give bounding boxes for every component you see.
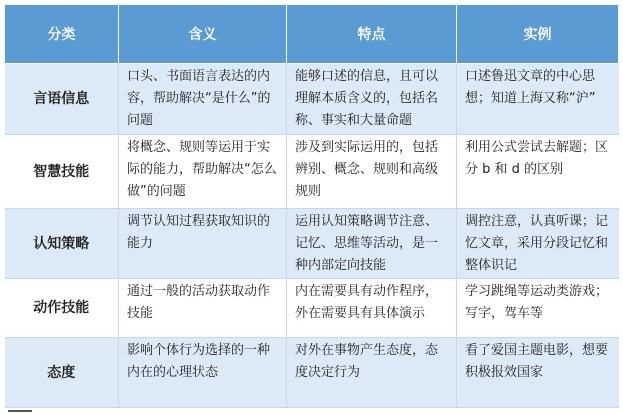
meaning-cell: 口头、书面语言表达的内容，帮助解决“是什么”的问题 xyxy=(119,64,287,135)
example-cell: 口述鲁迅文章的中心思想；知道上海又称“沪” xyxy=(457,64,619,135)
category-cell: 言语信息 xyxy=(5,64,119,135)
meaning-cell: 影响个体行为选择的一种内在的心理状态 xyxy=(119,338,287,408)
meaning-cell: 将概念、规则等运用于实际的能力，帮助解决“怎么做”的问题 xyxy=(119,135,287,209)
category-cell: 态度 xyxy=(5,338,119,408)
category-cell: 动作技能 xyxy=(5,279,119,338)
table-row xyxy=(5,279,619,338)
header-feature: 特点 xyxy=(287,5,457,64)
category-cell: 认知策略 xyxy=(5,209,119,279)
header-meaning: 含义 xyxy=(119,5,287,64)
example-cell: 看了爱国主题电影，想要积极报效国家 xyxy=(457,338,619,408)
info-table xyxy=(4,4,619,408)
table-row xyxy=(5,209,619,279)
example-cell: 调控注意，认真听课；记忆文章，采用分段记忆和整体识记 xyxy=(457,209,619,279)
header-category: 分类 xyxy=(5,5,119,64)
header-row xyxy=(5,5,619,64)
header-example: 实例 xyxy=(457,5,619,64)
example-cell: 利用公式尝试去解题；区分 b 和 d 的区别 xyxy=(457,135,619,209)
table-row xyxy=(5,338,619,408)
category-cell: 智慧技能 xyxy=(5,135,119,209)
example-cell: 学习跳绳等运动类游戏；写字，驾车等 xyxy=(457,279,619,338)
meaning-cell: 通过一般的活动获取动作技能 xyxy=(119,279,287,338)
table-row xyxy=(5,64,619,135)
feature-cell: 内在需要具有动作程序，外在需要具有具体演示 xyxy=(287,279,457,338)
table-row xyxy=(5,135,619,209)
feature-cell: 涉及到实际运用的，包括辨别、概念、规则和高级规则 xyxy=(287,135,457,209)
feature-cell: 运用认知策略调节注意、记忆、思维等活动，是一种内部定向技能 xyxy=(287,209,457,279)
feature-cell: 对外在事物产生态度，态度决定行为 xyxy=(287,338,457,408)
feature-cell: 能够口述的信息，且可以理解本质含义的，包括名称、事实和大量命题 xyxy=(287,64,457,135)
meaning-cell: 调节认知过程获取知识的能力 xyxy=(119,209,287,279)
cropped-text-fragment xyxy=(8,408,148,414)
